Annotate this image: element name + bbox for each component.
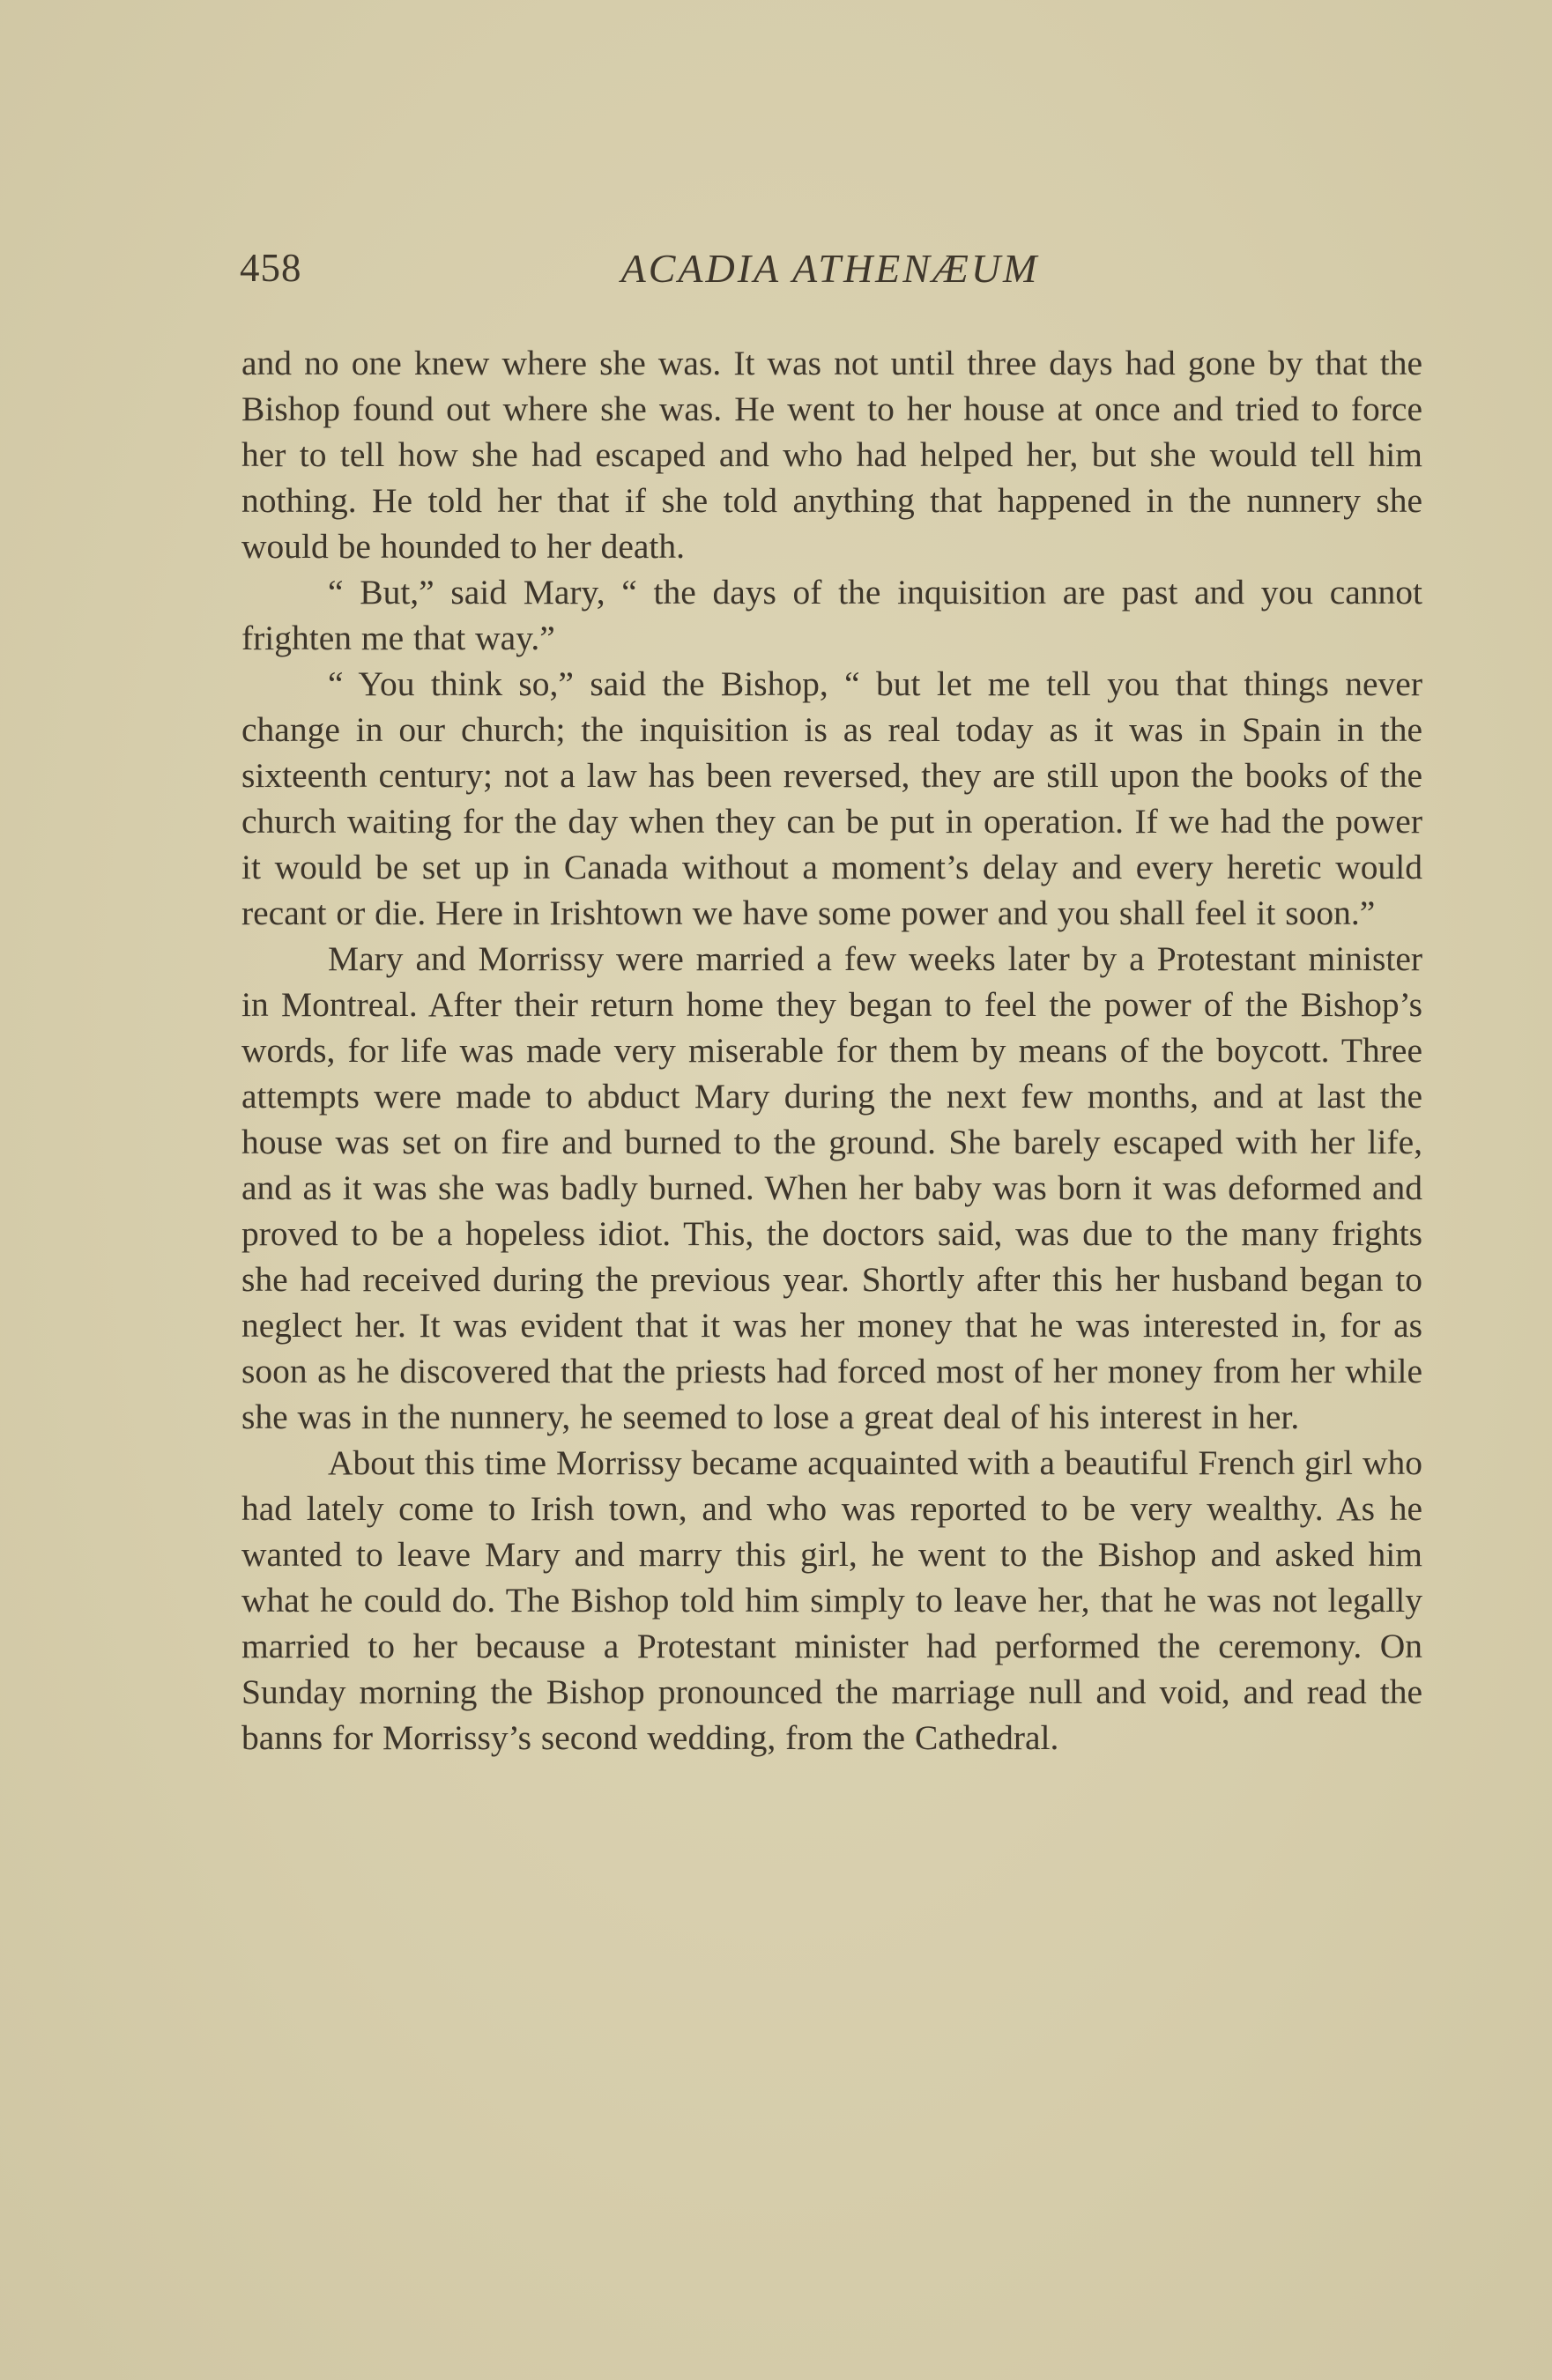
paragraph-1: and no one knew where she was. It was not until three days had gone by that the Bishop found out where she was. He went to her house at once and tried to force her to tell how she had escaped and who had helped her, but she would tell him nothing. He told her that if she told anything that happened in the nunnery she would be hounded to her death. [241, 344, 1422, 566]
body-text [241, 340, 1422, 1761]
paragraph-3: “ You think so,” said the Bishop, “ but let me tell you that things never change in our church; the inquisition is as real today as it was in Spain in the sixteenth century; not a law has been reversed, they are still upon the books of the church waiting for the day when they can be put in operation. If we had the power it would be set up in Canada without a moment’s delay and every heretic would recant or die. Here in Irishtown we have some power and you shall feel it soon.” [241, 664, 1422, 932]
paragraph-2: “ But,” said Mary, “ the days of the inquisition are past and you cannot frighten me that way.” [241, 573, 1422, 657]
journal-title: ACADIA ATHENÆUM [620, 246, 1040, 291]
paragraph-4: Mary and Morrissy were married a few weeks later by a Protestant minister in Montreal. After their return home they began to feel the power of the Bishop’s words, for life was made very miserable for them by means of the boycott. Three attempts were made to abduct Mary during the next few months, and at last the house was set on fire and burned to the ground. She barely escaped with her life, and as it was she was badly burned. When her baby was born it was deformed and proved to be a hopeless idiot. This, the doctors said, was due to the many frights she had received during the previous year. Shortly after this her husband began to neglect her. It was evident that it was her money that he was interested in, for as soon as he discovered that the priests had forced most of her money from her while she was in the nunnery, he seemed to lose a great deal of his interest in her. [241, 939, 1422, 1436]
page-number: 458 [240, 246, 302, 290]
paragraph-5: About this time Morrissy became acquainted with a beautiful French girl who had lately come to Irish town, and who was reported to be very wealthy. As he wanted to leave Mary and marry this girl, he went to the Bishop and asked him what he could do. The Bishop told him simply to leave her, that he was not legally married to her because a Protestant minister had performed the ceremony. On Sunday morning the Bishop pronounced the marriage null and void, and read the banns for Morrissy’s second wedding, from the Cathedral. [241, 1443, 1422, 1757]
running-head [240, 245, 1421, 298]
